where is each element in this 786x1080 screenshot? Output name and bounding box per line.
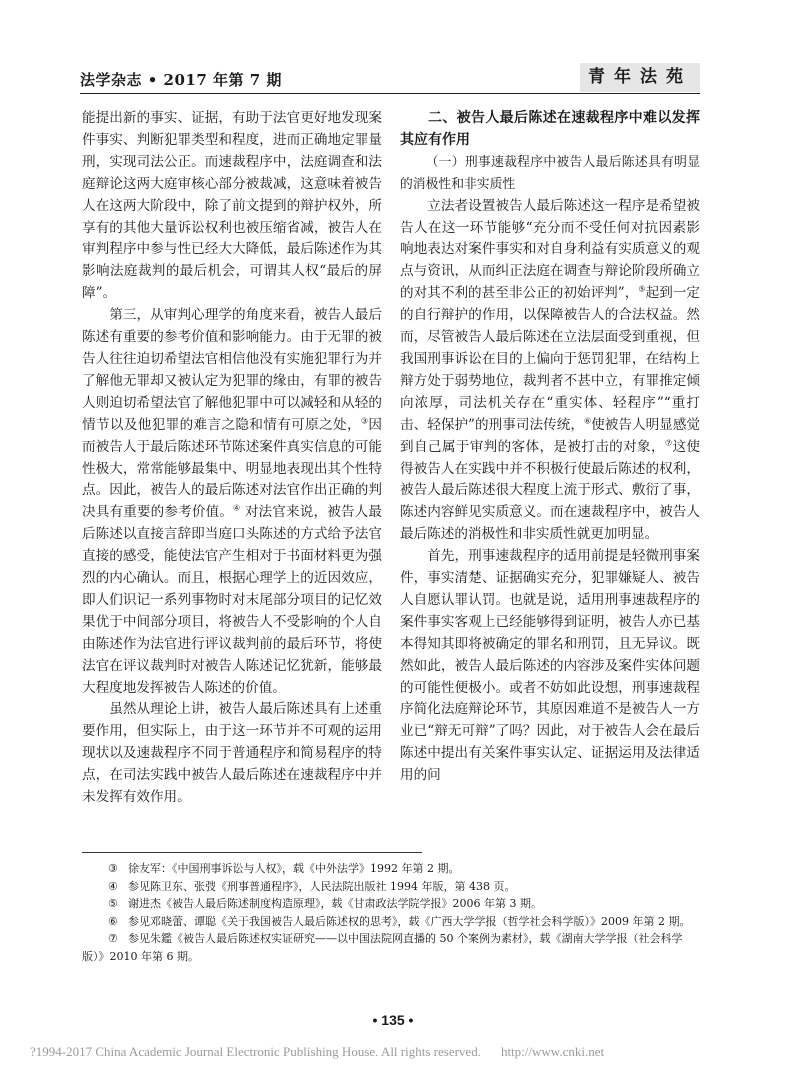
footnote-text: 参见邓晓蕾、谭聪《关于我国被告人最后陈述权的思考》，载《广西大学学报（哲学社会科学版）》2009 年第 2 期。 — [128, 914, 691, 928]
footnote-number: ③ — [108, 862, 118, 875]
journal-issue: 法学杂志 • 2017 年第 7 期 — [80, 71, 282, 89]
paragraph-text: 立法者设置被告人最后陈述这一程序是希望被告人在这一环节能够“充分而不受任何对抗因素影响地表达对案件事实和对自身利益有实质意义的观点与资讯，从而纠正法庭在调查与辩论阶段所确立的对其不利的甚至非公正的初始评判”， — [400, 197, 700, 302]
footnote — [82, 913, 700, 931]
paragraph-text: 第三，从审判心理学的角度来看，被告人最后陈述有重要的参考价值和影响能力。由于无罪的被告人往往迫切希望法官相信他没有实施犯罪行为并了解他无罪却又被认定为犯罪的缘由，有罪的被告人则迫切希望法官了解他犯罪中可以减轻和从轻的情节以及他犯罪的难言之隐和情有可原之处， — [82, 307, 382, 433]
footnote-ref[interactable]: ③ — [360, 416, 369, 426]
running-header — [80, 63, 700, 94]
paragraph: 虽然从理论上讲，被告人最后陈述具有上述重要作用，但实际上，由于这一环节并不可观的运用现状以及速裁程序不同于普通程序和简易程序的特点，在司法实践中被告人最后陈述在速裁程序中并未发挥有效作用。 — [82, 701, 382, 806]
footnote-text: 徐友军：《中国刑事诉讼与人权》，载《中外法学》1992 年第 2 期。 — [128, 862, 460, 875]
footnote-text: 参见陈卫东、张弢《刑事普通程序》，人民法院出版社 1994 年版，第 438 页。 — [128, 879, 516, 893]
footnote-ref[interactable]: ④ — [233, 503, 241, 513]
footnote — [82, 860, 700, 878]
copyright-line — [30, 1044, 786, 1060]
page-number: • 135 • — [372, 1012, 414, 1028]
footnote-number: ④ — [108, 879, 118, 893]
paragraph-text: 对法官来说，被告人最后陈述以直接言辞即当庭口头陈述的方式给予法官直接的感受，能使法官产生相对于书面材料更为强烈的内心确认。而且，根据心理学上的近因效应，即人们识记一系列事物时对末尾部分项目的记忆效果优于中间部分项目，将被告人不受影响的个人自由陈述作为法官进行评议裁判前的最后环节，将使法官在评议裁判时对被告人陈述记忆犹新，能够最大程度地发挥被告人陈述的价值。 — [82, 504, 382, 696]
paragraph: 首先，刑事速裁程序的适用前提是轻微刑事案件，事实清楚、证据确实充分，犯罪嫌疑人、被告人自愿认罪认罚。也就是说，适用刑事速裁程序的案件事实客观上已经能够得到证明，被告人亦已基本得知其即将被确定的罪名和刑罚，且无异议。既然如此，被告人最后陈述的内容涉及案件实体问题的可能性便极小。或者不妨如此设想，刑事速裁程序简化法庭辩论环节，其原因难道不是被告人一方业已“辩无可辩”了吗？因此，对于被告人会在最后陈述中提出有关案件事实认定、证据运用及法律适用的问 — [400, 548, 700, 784]
footnote — [82, 895, 700, 913]
footnote-number: ⑥ — [108, 914, 118, 928]
paragraph: 能提出新的事实、证据，有助于法官更好地发现案件事实、判断犯罪类型和程度，进而正确地定罪量刑，实现司法公正。而速裁程序中，法庭调查和法庭辩论这两大庭审核心部分被裁减，这意味着被告人在这两大阶段中，除了前文提到的辩护权外，所享有的其他大量诉讼权利也被压缩省减，被告人在审判程序中参与性已经大大降低，最后陈述作为其影响法庭裁判的最后机会，可谓其人权“最后的屏障”。 — [82, 110, 382, 302]
section-heading: 二、被告人最后陈述在速裁程序中难以发挥其应有作用 — [400, 110, 700, 148]
paragraph — [82, 305, 382, 699]
footnote — [82, 878, 700, 896]
footnote-text: 谢进杰《被告人最后陈述制度构造原理》，载《甘肃政法学院学报》2006 年第 3 期。 — [128, 897, 542, 910]
footnote-ref[interactable]: ⑤ — [638, 284, 646, 294]
footnote-number: ⑦ — [108, 932, 118, 945]
footnote-ref[interactable]: ⑦ — [664, 438, 673, 448]
footnote-text: 参见朱鑑《被告人最后陈述权实证研究——以中国法院网直播的 50 个案例为素材》，载《湖南大学学报（社会科学版）》2010 年第 6 期。 — [82, 932, 683, 963]
footnote-ref[interactable]: ⑥ — [583, 416, 592, 426]
subsection-heading: （一）刑事速裁程序中被告人最后陈述具有明显的消极性和非实质性 — [400, 154, 700, 192]
paragraph-text: 使被告人明显感觉到自己属于审判的客体，是被打击的对象， — [400, 416, 701, 455]
copyright-text: ?1994-2017 China Academic Journal Electronic Publishing House. All rights reserved. — [30, 1044, 481, 1059]
paragraph — [400, 196, 700, 547]
paragraph-text: 起到一定的自行辩护的作用，以保障被告人的合法权益。然而，尽管被告人最后陈述在立法层面受到重视，但我国刑事诉讼在目的上偏向于惩罚犯罪，在结构上辩方处于弱势地位，裁判者不甚中立，有罪推定倾向浓厚，司法机关存在“重实体、轻程序”“重打击、轻保护”的刑事司法传统， — [400, 285, 701, 433]
section-label: 青年法苑 — [580, 63, 700, 92]
footnote — [82, 930, 700, 965]
footnotes — [82, 860, 700, 965]
paragraph-text: 这使得被告人在实践中并不积极行使最后陈述的权利，被告人最后陈述很大程度上流于形式、敷衍了事，陈述内容鲜见实质意义。而在速裁程序中，被告人最后陈述的消极性和非实质性就更加明显。 — [400, 438, 701, 543]
footnote-divider — [82, 852, 422, 853]
right-column — [400, 108, 700, 787]
paragraph-text: 因而被告人于最后陈述环节陈述案件真实信息的可能性极大，常常能够最集中、明显地表现出其个性特点。因此，被告人的最后陈述对法官作出正确的判决具有重要的参考价值。 — [82, 416, 383, 521]
footnote-number: ⑤ — [108, 897, 118, 910]
left-column — [82, 108, 382, 809]
cnki-url[interactable]: http://www.cnki.net — [500, 1044, 605, 1059]
